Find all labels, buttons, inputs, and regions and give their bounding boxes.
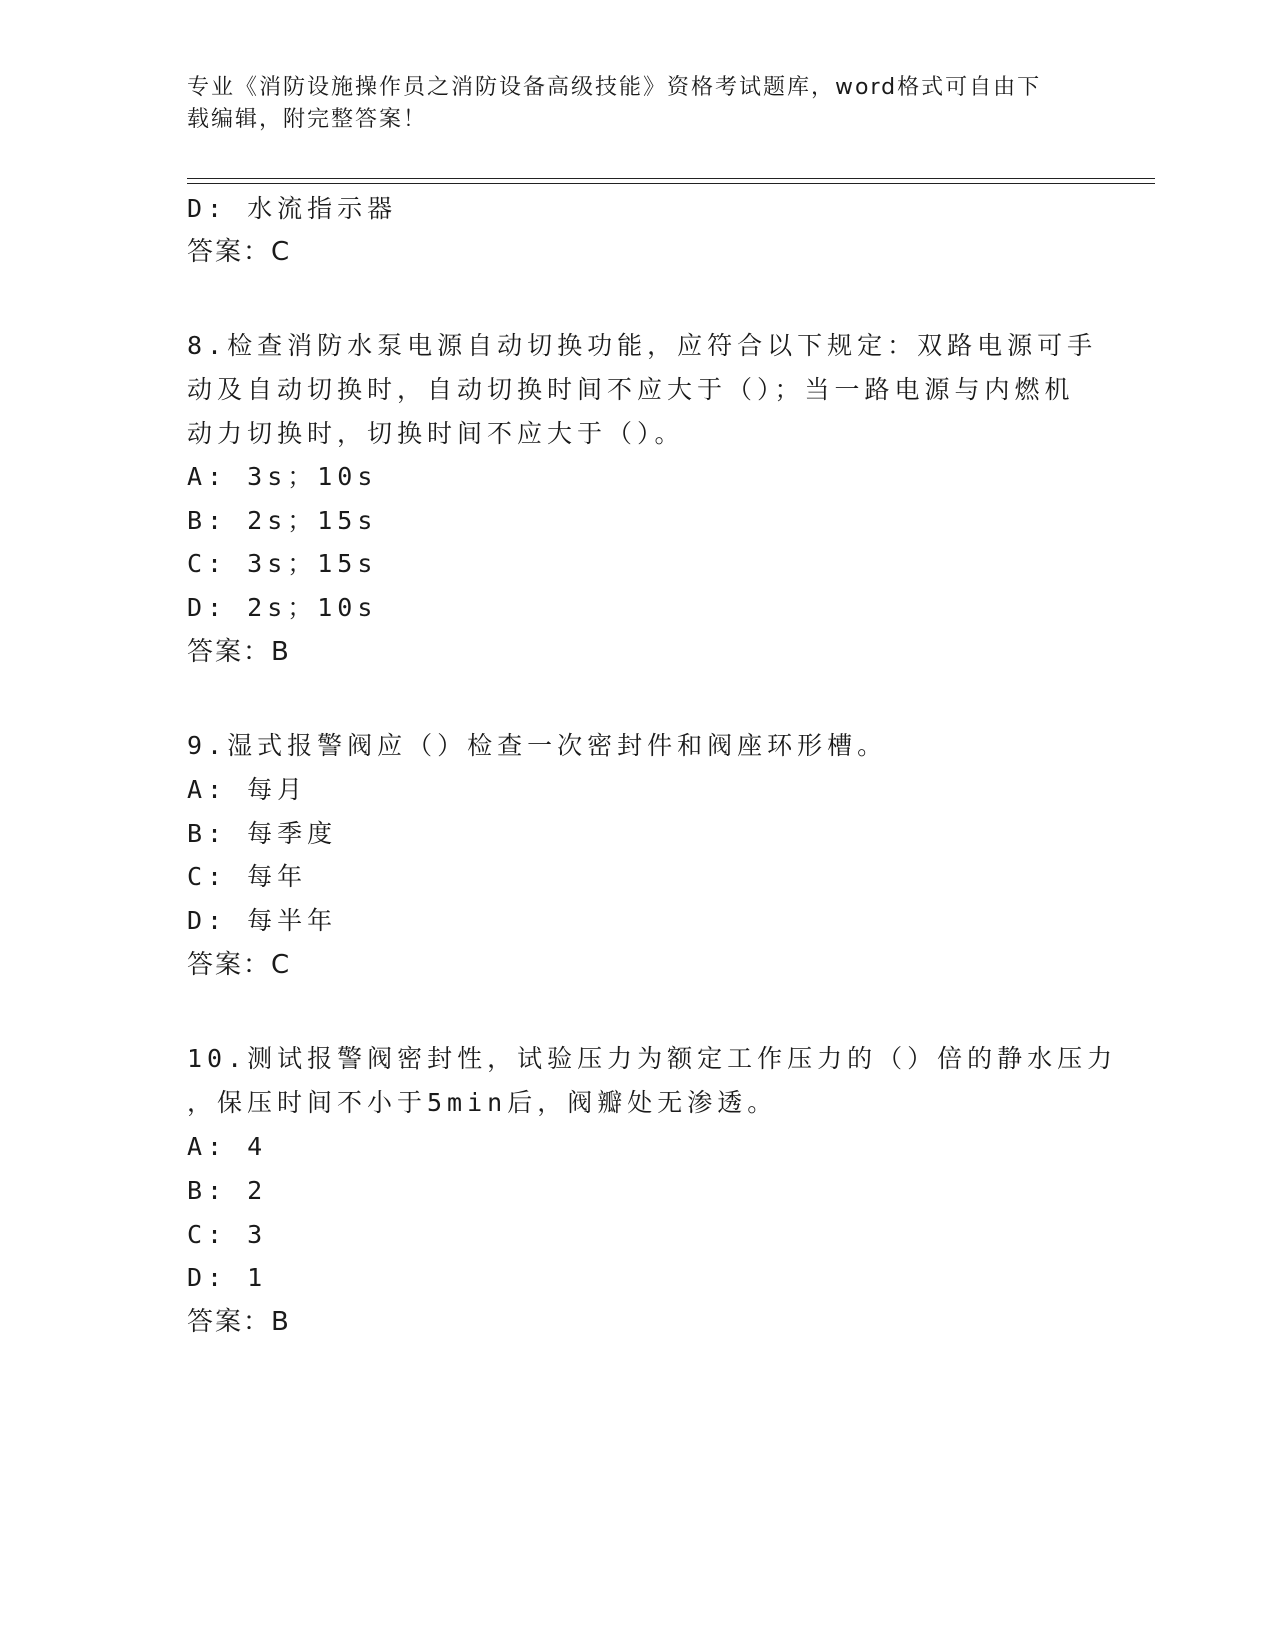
q10-option-c: C: 3: [187, 1220, 268, 1249]
q10-option-a: A: 4: [187, 1132, 268, 1161]
header-rule-bottom: [187, 183, 1155, 184]
q10-stem-line-2: ，保压时间不小于5min后，阀瓣处无渗透。: [187, 1088, 778, 1117]
q8-option-d: D: 2s；10s: [187, 593, 378, 622]
page-header: [187, 72, 1067, 136]
q9-option-d: D: 每半年: [187, 906, 338, 935]
q10-stem-line-1: 10.测试报警阀密封性，试验压力为额定工作压力的（）倍的静水压力: [187, 1044, 1118, 1073]
q9-stem-line-1: 9.湿式报警阀应（）检查一次密封件和阀座环形槽。: [187, 731, 888, 760]
q10-answer: 答案：B: [187, 1307, 291, 1337]
header-line-1: 专业《消防设施操作员之消防设备高级技能》资格考试题库，word格式可自由下: [187, 75, 1042, 100]
q9-answer: 答案：C: [187, 950, 292, 980]
header-line-2: 载编辑，附完整答案！: [187, 107, 428, 132]
q8-stem-line-1: 8.检查消防水泵电源自动切换功能，应符合以下规定：双路电源可手: [187, 331, 1098, 360]
q8-option-c: C: 3s；15s: [187, 549, 378, 578]
q10-option-d: D: 1: [187, 1263, 268, 1292]
q9-option-a: A: 每月: [187, 775, 308, 804]
q8-answer: 答案：B: [187, 637, 291, 667]
q9-option-c: C: 每年: [187, 862, 308, 891]
q8-stem-line-2: 动及自动切换时，自动切换时间不应大于（）；当一路电源与内燃机: [187, 375, 1075, 404]
q7-option-d: D: 水流指示器: [187, 194, 398, 223]
q8-stem-line-3: 动力切换时，切换时间不应大于（）。: [187, 419, 685, 448]
q10-option-b: B: 2: [187, 1176, 268, 1205]
header-rule-top: [187, 178, 1155, 179]
q9-option-b: B: 每季度: [187, 819, 338, 848]
q8-option-a: A: 3s；10s: [187, 462, 378, 491]
q8-option-b: B: 2s；15s: [187, 506, 378, 535]
q7-answer: 答案：C: [187, 237, 292, 267]
